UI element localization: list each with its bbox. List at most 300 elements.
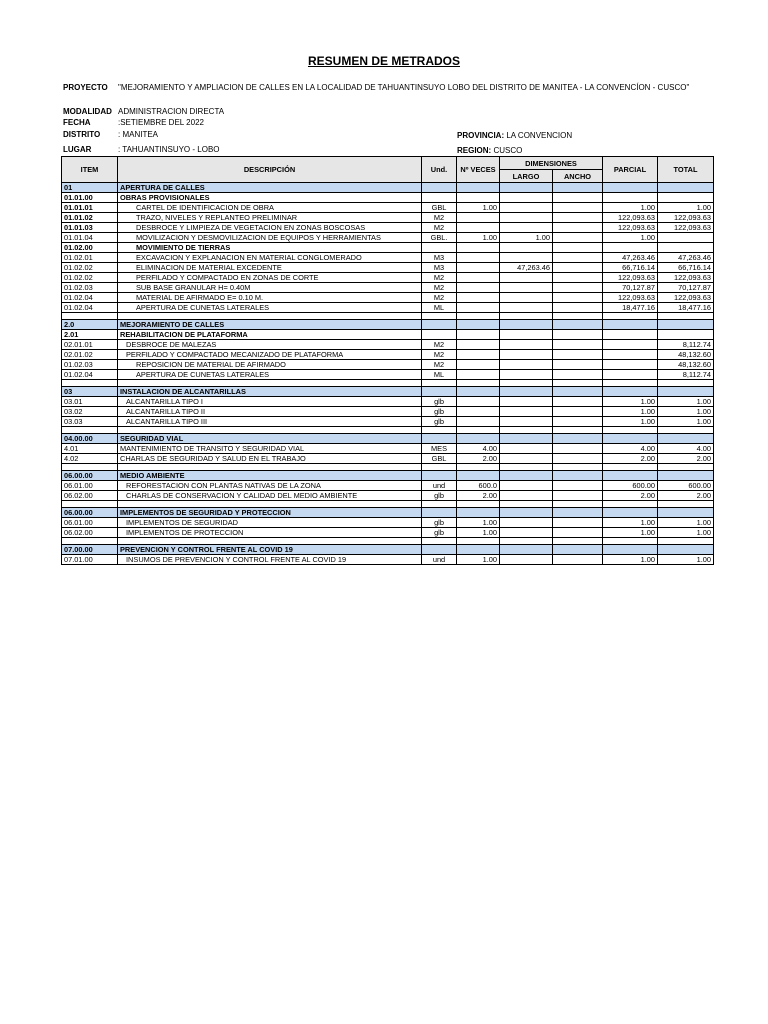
item-cell: 04.00.00 — [62, 434, 118, 444]
empty-cell — [553, 380, 603, 387]
proyecto-value: "MEJORAMIENTO Y AMPLIACION DE CALLES EN LA LOCALIDAD DE TAHUANTINSUYO LOBO DEL DISTRITO DE MANITEA - LA CONVENCÍON - CUSCO" — [118, 83, 690, 92]
und-cell — [422, 243, 457, 253]
und-cell: und — [422, 555, 457, 565]
item-cell: 01.02.01 — [62, 253, 118, 263]
empty-cell — [553, 501, 603, 508]
region-label: REGION: — [457, 146, 492, 155]
total-cell: 18,477.16 — [658, 303, 714, 313]
total-cell: 1.00 — [658, 397, 714, 407]
und-cell: M2 — [422, 283, 457, 293]
veces-cell — [457, 434, 500, 444]
total-cell: 47,263.46 — [658, 253, 714, 263]
ancho-cell — [553, 471, 603, 481]
table-row — [62, 481, 714, 491]
total-cell: 122,093.63 — [658, 293, 714, 303]
largo-cell — [500, 183, 553, 193]
largo-cell — [500, 417, 553, 427]
total-cell: 4.00 — [658, 444, 714, 454]
total-cell: 122,093.63 — [658, 223, 714, 233]
item-cell: 06.01.00 — [62, 481, 118, 491]
total-cell — [658, 183, 714, 193]
item-cell: 06.02.00 — [62, 491, 118, 501]
parcial-cell — [603, 471, 658, 481]
empty-cell — [422, 313, 457, 320]
description-cell: IMPLEMENTOS DE PROTECCION — [118, 528, 422, 538]
item-cell: 01.01.01 — [62, 203, 118, 213]
empty-cell — [603, 313, 658, 320]
total-cell — [658, 193, 714, 203]
description-cell: APERTURA DE CUNETAS LATERALES — [118, 303, 422, 313]
item-cell: 4.02 — [62, 454, 118, 464]
parcial-cell: 2.00 — [603, 491, 658, 501]
largo-cell — [500, 387, 553, 397]
parcial-cell — [603, 193, 658, 203]
section-row — [62, 508, 714, 518]
veces-cell: 1.00 — [457, 528, 500, 538]
description-cell: EXCAVACION Y EXPLANACION EN MATERIAL CONGLOMERADO — [118, 253, 422, 263]
description-cell: TRAZO, NIVELES Y REPLANTEO PRELIMINAR — [118, 213, 422, 223]
description-cell: SEGURIDAD VIAL — [118, 434, 422, 444]
veces-cell — [457, 223, 500, 233]
empty-cell — [118, 427, 422, 434]
empty-cell — [500, 464, 553, 471]
col-total: TOTAL — [658, 157, 714, 183]
ancho-cell — [553, 454, 603, 464]
largo-cell — [500, 320, 553, 330]
table-row — [62, 417, 714, 427]
region-value: CUSCO — [493, 146, 523, 155]
empty-cell — [457, 501, 500, 508]
empty-cell — [553, 538, 603, 545]
ancho-cell — [553, 481, 603, 491]
empty-cell — [118, 538, 422, 545]
veces-cell: 1.00 — [457, 518, 500, 528]
total-cell: 1.00 — [658, 203, 714, 213]
ancho-cell — [553, 397, 603, 407]
section-row — [62, 320, 714, 330]
veces-cell: 1.00 — [457, 233, 500, 243]
und-cell — [422, 508, 457, 518]
veces-cell: 1.00 — [457, 203, 500, 213]
table-row — [62, 350, 714, 360]
und-cell: glb — [422, 491, 457, 501]
largo-cell: 47,263.46 — [500, 263, 553, 273]
total-cell: 1.00 — [658, 407, 714, 417]
empty-cell — [658, 464, 714, 471]
table-row — [62, 213, 714, 223]
empty-cell — [422, 427, 457, 434]
description-cell: CARTEL DE IDENTIFICACION DE OBRA — [118, 203, 422, 213]
total-cell: 1.00 — [658, 518, 714, 528]
empty-cell — [422, 380, 457, 387]
description-cell: PERFILADO Y COMPACTADO EN ZONAS DE CORTE — [118, 273, 422, 283]
blank-row — [62, 427, 714, 434]
table-body — [62, 183, 714, 565]
und-cell: M2 — [422, 293, 457, 303]
largo-cell — [500, 203, 553, 213]
ancho-cell — [553, 263, 603, 273]
fecha-label: FECHA — [63, 118, 91, 127]
und-cell: M2 — [422, 223, 457, 233]
parcial-cell: 1.00 — [603, 233, 658, 243]
ancho-cell — [553, 293, 603, 303]
und-cell — [422, 434, 457, 444]
empty-cell — [457, 380, 500, 387]
lugar-value: : TAHUANTINSUYO - LOBO — [118, 145, 220, 154]
largo-cell — [500, 370, 553, 380]
col-dimensiones: DIMENSIONES — [500, 157, 603, 170]
table-row — [62, 283, 714, 293]
total-cell — [658, 233, 714, 243]
blank-row — [62, 538, 714, 545]
parcial-cell: 600.00 — [603, 481, 658, 491]
parcial-cell: 47,263.46 — [603, 253, 658, 263]
und-cell — [422, 183, 457, 193]
parcial-cell: 1.00 — [603, 397, 658, 407]
empty-cell — [457, 427, 500, 434]
empty-cell — [658, 501, 714, 508]
metrados-table — [61, 156, 714, 565]
veces-cell — [457, 471, 500, 481]
table-row — [62, 491, 714, 501]
total-cell: 1.00 — [658, 528, 714, 538]
empty-cell — [422, 501, 457, 508]
veces-cell — [457, 370, 500, 380]
table-row — [62, 555, 714, 565]
ancho-cell — [553, 320, 603, 330]
ancho-cell — [553, 360, 603, 370]
description-cell: MEJORAMIENTO DE CALLES — [118, 320, 422, 330]
parcial-cell: 122,093.63 — [603, 293, 658, 303]
table-row — [62, 303, 714, 313]
parcial-cell — [603, 387, 658, 397]
table-row — [62, 397, 714, 407]
largo-cell — [500, 283, 553, 293]
empty-cell — [658, 427, 714, 434]
description-cell: MATERIAL DE AFIRMADO E= 0.10 M. — [118, 293, 422, 303]
item-cell: 03.03 — [62, 417, 118, 427]
largo-cell — [500, 545, 553, 555]
und-cell — [422, 320, 457, 330]
ancho-cell — [553, 203, 603, 213]
description-cell: CHARLAS DE SEGURIDAD Y SALUD EN EL TRABAJO — [118, 454, 422, 464]
veces-cell — [457, 545, 500, 555]
veces-cell: 2.00 — [457, 454, 500, 464]
largo-cell — [500, 360, 553, 370]
parcial-cell — [603, 370, 658, 380]
ancho-cell — [553, 491, 603, 501]
description-cell: INSUMOS DE PREVENCION Y CONTROL FRENTE AL COVID 19 — [118, 555, 422, 565]
description-cell: PERFILADO Y COMPACTADO MECANIZADO DE PLATAFORMA — [118, 350, 422, 360]
table-row — [62, 370, 714, 380]
largo-cell — [500, 491, 553, 501]
veces-cell — [457, 253, 500, 263]
empty-cell — [603, 538, 658, 545]
veces-cell — [457, 283, 500, 293]
section-row — [62, 545, 714, 555]
description-cell: IMPLEMENTOS DE SEGURIDAD Y PROTECCION — [118, 508, 422, 518]
und-cell — [422, 387, 457, 397]
empty-cell — [62, 538, 118, 545]
parcial-cell — [603, 320, 658, 330]
item-cell: 03.01 — [62, 397, 118, 407]
table-row — [62, 253, 714, 263]
ancho-cell — [553, 518, 603, 528]
description-cell: PREVENCION Y CONTROL FRENTE AL COVID 19 — [118, 545, 422, 555]
und-cell: M2 — [422, 273, 457, 283]
description-cell: REHABILITACION DE PLATAFORMA — [118, 330, 422, 340]
ancho-cell — [553, 213, 603, 223]
ancho-cell — [553, 283, 603, 293]
distrito-label: DISTRITO — [63, 130, 101, 139]
section-row — [62, 387, 714, 397]
parcial-cell — [603, 340, 658, 350]
item-cell: 01.01.00 — [62, 193, 118, 203]
parcial-cell: 122,093.63 — [603, 273, 658, 283]
largo-cell — [500, 223, 553, 233]
description-cell: INSTALACION DE ALCANTARILLAS — [118, 387, 422, 397]
parcial-cell — [603, 350, 658, 360]
ancho-cell — [553, 555, 603, 565]
item-cell: 01.02.04 — [62, 293, 118, 303]
item-cell: 01.02.04 — [62, 303, 118, 313]
item-cell: 06.00.00 — [62, 471, 118, 481]
empty-cell — [62, 501, 118, 508]
blank-row — [62, 380, 714, 387]
parcial-cell: 122,093.63 — [603, 223, 658, 233]
largo-cell — [500, 330, 553, 340]
und-cell: glb — [422, 417, 457, 427]
veces-cell — [457, 350, 500, 360]
veces-cell — [457, 397, 500, 407]
empty-cell — [500, 313, 553, 320]
und-cell — [422, 471, 457, 481]
empty-cell — [500, 427, 553, 434]
col-und: Und. — [422, 157, 457, 183]
group-row — [62, 193, 714, 203]
und-cell: glb — [422, 528, 457, 538]
largo-cell — [500, 253, 553, 263]
table-row — [62, 407, 714, 417]
modalidad-label: MODALIDAD — [63, 107, 112, 116]
total-cell: 1.00 — [658, 417, 714, 427]
total-cell: 70,127.87 — [658, 283, 714, 293]
total-cell: 48,132.60 — [658, 360, 714, 370]
item-cell: 01.01.02 — [62, 213, 118, 223]
und-cell: glb — [422, 407, 457, 417]
item-cell: 01 — [62, 183, 118, 193]
largo-cell — [500, 481, 553, 491]
ancho-cell — [553, 508, 603, 518]
distrito-value: : MANITEA — [118, 130, 159, 139]
total-cell: 2.00 — [658, 491, 714, 501]
item-cell: 03.02 — [62, 407, 118, 417]
empty-cell — [118, 501, 422, 508]
veces-cell — [457, 387, 500, 397]
parcial-cell: 1.00 — [603, 528, 658, 538]
ancho-cell — [553, 273, 603, 283]
parcial-cell — [603, 508, 658, 518]
col-veces: Nº VECES — [457, 157, 500, 183]
total-cell — [658, 545, 714, 555]
parcial-cell: 1.00 — [603, 203, 658, 213]
veces-cell — [457, 340, 500, 350]
parcial-cell — [603, 330, 658, 340]
table-row — [62, 293, 714, 303]
table-row — [62, 273, 714, 283]
largo-cell — [500, 444, 553, 454]
col-parcial: PARCIAL — [603, 157, 658, 183]
item-cell: 4.01 — [62, 444, 118, 454]
table-row — [62, 528, 714, 538]
empty-cell — [422, 538, 457, 545]
total-cell: 600.00 — [658, 481, 714, 491]
veces-cell — [457, 330, 500, 340]
veces-cell — [457, 243, 500, 253]
table-row — [62, 444, 714, 454]
veces-cell — [457, 417, 500, 427]
description-cell: CHARLAS DE CONSERVACION Y CALIDAD DEL MEDIO AMBIENTE — [118, 491, 422, 501]
ancho-cell — [553, 528, 603, 538]
und-cell: ML — [422, 370, 457, 380]
description-cell: SUB BASE GRANULAR H= 0.40M — [118, 283, 422, 293]
ancho-cell — [553, 223, 603, 233]
und-cell — [422, 330, 457, 340]
parcial-cell: 2.00 — [603, 454, 658, 464]
provincia-label: PROVINCIA: — [457, 131, 505, 140]
ancho-cell — [553, 370, 603, 380]
ancho-cell — [553, 434, 603, 444]
col-ancho: ANCHO — [553, 170, 603, 183]
veces-cell — [457, 508, 500, 518]
veces-cell — [457, 303, 500, 313]
veces-cell — [457, 360, 500, 370]
empty-cell — [118, 464, 422, 471]
veces-cell — [457, 263, 500, 273]
description-cell: ELIMINACION DE MATERIAL EXCEDENTE — [118, 263, 422, 273]
total-cell: 1.00 — [658, 555, 714, 565]
largo-cell — [500, 434, 553, 444]
largo-cell — [500, 528, 553, 538]
total-cell: 122,093.63 — [658, 273, 714, 283]
ancho-cell — [553, 444, 603, 454]
largo-cell — [500, 518, 553, 528]
description-cell: APERTURA DE CUNETAS LATERALES — [118, 370, 422, 380]
total-cell: 8,112.74 — [658, 370, 714, 380]
parcial-cell: 1.00 — [603, 407, 658, 417]
provincia-value: LA CONVENCION — [506, 131, 573, 140]
parcial-cell — [603, 545, 658, 555]
total-cell: 122,093.63 — [658, 213, 714, 223]
empty-cell — [500, 380, 553, 387]
ancho-cell — [553, 340, 603, 350]
parcial-cell — [603, 360, 658, 370]
fecha-value: :SETIEMBRE DEL 2022 — [118, 118, 204, 127]
table-row — [62, 233, 714, 243]
item-cell: 03 — [62, 387, 118, 397]
modalidad-value: ADMINISTRACION DIRECTA — [118, 107, 225, 116]
total-cell — [658, 320, 714, 330]
empty-cell — [603, 380, 658, 387]
und-cell: glb — [422, 397, 457, 407]
veces-cell: 4.00 — [457, 444, 500, 454]
description-cell: ALCANTARILLA TIPO II — [118, 407, 422, 417]
veces-cell — [457, 407, 500, 417]
veces-cell — [457, 213, 500, 223]
und-cell: M3 — [422, 263, 457, 273]
item-cell: 07.00.00 — [62, 545, 118, 555]
empty-cell — [500, 501, 553, 508]
parcial-cell: 18,477.16 — [603, 303, 658, 313]
veces-cell — [457, 193, 500, 203]
largo-cell — [500, 213, 553, 223]
ancho-cell — [553, 387, 603, 397]
parcial-cell: 4.00 — [603, 444, 658, 454]
empty-cell — [422, 464, 457, 471]
section-row — [62, 434, 714, 444]
table-row — [62, 360, 714, 370]
und-cell — [422, 545, 457, 555]
ancho-cell — [553, 407, 603, 417]
description-cell: IMPLEMENTOS DE SEGURIDAD — [118, 518, 422, 528]
parcial-cell: 66,716.14 — [603, 263, 658, 273]
parcial-cell: 1.00 — [603, 518, 658, 528]
und-cell: GBL. — [422, 233, 457, 243]
ancho-cell — [553, 330, 603, 340]
veces-cell — [457, 293, 500, 303]
largo-cell — [500, 508, 553, 518]
table-row — [62, 223, 714, 233]
item-cell: 01.02.03 — [62, 360, 118, 370]
total-cell — [658, 471, 714, 481]
veces-cell: 1.00 — [457, 555, 500, 565]
empty-cell — [457, 464, 500, 471]
ancho-cell — [553, 233, 603, 243]
item-cell: 02.01.01 — [62, 340, 118, 350]
blank-row — [62, 464, 714, 471]
veces-cell — [457, 320, 500, 330]
description-cell: APERTURA DE CALLES — [118, 183, 422, 193]
und-cell: GBL — [422, 203, 457, 213]
empty-cell — [553, 464, 603, 471]
section-row — [62, 183, 714, 193]
table-row — [62, 203, 714, 213]
und-cell: M2 — [422, 213, 457, 223]
largo-cell — [500, 350, 553, 360]
total-cell — [658, 387, 714, 397]
empty-cell — [500, 538, 553, 545]
und-cell: ML — [422, 303, 457, 313]
parcial-cell: 70,127.87 — [603, 283, 658, 293]
empty-cell — [603, 464, 658, 471]
description-cell: MANTENIMIENTO DE TRANSITO Y SEGURIDAD VIAL — [118, 444, 422, 454]
description-cell: REPOSICION DE MATERIAL DE AFIRMADO — [118, 360, 422, 370]
und-cell — [422, 193, 457, 203]
total-cell: 66,716.14 — [658, 263, 714, 273]
description-cell: DESBROCE DE MALEZAS — [118, 340, 422, 350]
largo-cell — [500, 293, 553, 303]
parcial-cell — [603, 243, 658, 253]
ancho-cell — [553, 350, 603, 360]
largo-cell — [500, 340, 553, 350]
empty-cell — [658, 380, 714, 387]
description-cell: DESBROCE Y LIMPIEZA DE VEGETACION EN ZONAS BOSCOSAS — [118, 223, 422, 233]
parcial-cell — [603, 434, 658, 444]
total-cell: 48,132.60 — [658, 350, 714, 360]
largo-cell — [500, 397, 553, 407]
total-cell — [658, 434, 714, 444]
ancho-cell — [553, 545, 603, 555]
